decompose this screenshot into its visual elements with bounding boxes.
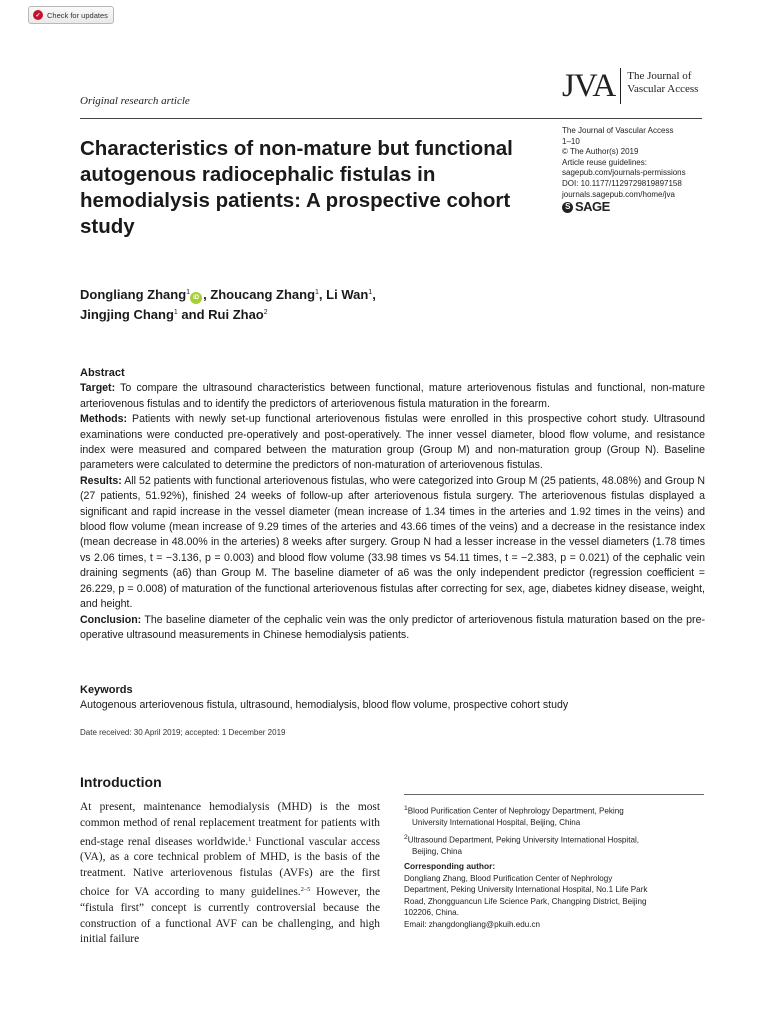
sage-logo — [562, 199, 722, 215]
author-separator: , — [318, 287, 327, 302]
date-received: Date received: 30 April 2019; accepted: 1 December 2019 — [80, 728, 286, 737]
doi-link[interactable]: DOI: 10.1177/1129729819897158 — [562, 178, 682, 188]
methods-text: Patients with newly set-up functional arteriovenous fistulas were enrolled in this prospective cohort study. Ultrasound examinations were conducted pre-operatively and post-operatively. The inner vessel diameter, blood flow volume, and resistance index were measured and compared between the maturation group (Group M) and non-maturation group (Group N). Baseline parameters were calculated to determine the predictors of non-maturation of arteriovenous fistulas. — [80, 413, 705, 472]
affiliation-number: 2 — [404, 833, 408, 841]
author-separator: and — [177, 307, 209, 322]
sage-logo-icon: S — [562, 202, 573, 213]
publisher-name: SAGE — [575, 199, 610, 215]
orcid-icon[interactable]: iD — [190, 292, 202, 304]
keywords-section — [80, 683, 705, 714]
affiliation-number: 1 — [404, 805, 408, 812]
intro-text: However, the “fistula first” concept is currently controversial because the construction of a functional AVF can be challenging, and high initial failure — [80, 885, 381, 946]
journal-home-link[interactable]: journals.sagepub.com/home/jva — [562, 189, 675, 199]
corresponding-author — [404, 861, 704, 931]
author-name[interactable]: Dongliang Zhang — [80, 287, 187, 302]
journal-full-line-1: The Journal of — [627, 70, 692, 82]
affiliation-text: University International Hospital, Beijing, China — [412, 818, 581, 828]
author-separator: , — [203, 287, 211, 302]
affiliation-ref: 1 — [186, 289, 191, 296]
author-name[interactable]: Rui Zhao — [208, 307, 264, 322]
affiliation-text: Beijing, China — [412, 847, 462, 857]
abstract-target — [80, 381, 705, 412]
journal-info — [562, 126, 722, 213]
journal-info-copyright: © The Author(s) 2019 — [562, 147, 639, 157]
corresponding-line: Department, Peking University International Hospital, No.1 Life Park — [404, 885, 648, 895]
affiliation-text: Ultrasound Department, Peking University International Hospital, — [407, 835, 639, 845]
header-divider — [80, 118, 702, 119]
target-text: To compare the ultrasound characteristics between functional, mature arteriovenous fistulas and functional, non-mature arteriovenous fistulas and to identify the predictors of arteriovenous fistula maturation in the forearm. — [80, 382, 705, 410]
conclusion-label: Conclusion: — [80, 613, 142, 626]
introduction-heading: Introduction — [80, 774, 162, 790]
affiliation-ref: 1 — [315, 289, 319, 296]
journal-info-line: The Journal of Vascular Access — [562, 126, 674, 135]
journal-info-line: Article reuse guidelines: — [562, 157, 647, 167]
corresponding-line: Dongliang Zhang, Blood Purification Center of Nephrology — [404, 873, 613, 883]
corresponding-email[interactable]: Email: zhangdongliang@pkuih.edu.cn — [404, 919, 541, 929]
affiliations — [404, 803, 704, 861]
keywords-heading: Keywords — [80, 684, 133, 696]
check-for-updates-label: Check for updates — [47, 10, 108, 20]
journal-info-pages: 1–10 — [562, 136, 580, 146]
citation-ref[interactable]: 2–5 — [300, 885, 311, 893]
affiliation-1 — [404, 803, 704, 829]
abstract-section — [80, 366, 705, 643]
author-name[interactable]: Li Wan — [326, 287, 369, 302]
target-label: Target: — [80, 382, 116, 395]
article-type: Original research article — [80, 95, 190, 107]
conclusion-text: The baseline diameter of the cephalic vein was the only predictor of arteriovenous fistula maturation based on the pre-operative ultrasound measurements in Chinese hemodialysis patients. — [80, 613, 705, 641]
author-name[interactable]: Jingjing Chang — [80, 307, 174, 322]
journal-logo — [562, 68, 707, 108]
journal-abbreviation: JVA — [562, 68, 621, 104]
introduction-body — [80, 800, 380, 948]
abstract-heading: Abstract — [80, 367, 125, 379]
keywords-list: Autogenous arteriovenous fistula, ultrasound, hemodialysis, blood flow volume, prospective cohort study — [80, 699, 569, 712]
author-separator: , — [372, 287, 376, 302]
results-label: Results: — [80, 474, 122, 487]
results-text: All 52 patients with functional arteriovenous fistulas, who were categorized into Group M (25 patients, 48.08%) and Group N (27 patients, 51.92%), finished 24 weeks of follow-up after arteriovenous fistula surgery. The arteriovenous fistulas displayed a significant and rapid increase in the vessel diameter (mean increase of 1.34 times in the arteries and 1.92 times in the veins) and blood flow volume (mean increase of 9.29 times of the arteries and 43.66 times of the veins) and a decrease in the resistance index (mean decrease in 48.00% in the arteries) 8 weeks after surgery. Group N had a lesser increase in the vessel diameters (1.78 times vs 2.06 times, t = −3.136, p = 0.003) and blood flow volume (33.98 times vs 54.11 times, t = −2.383, p = 0.021) of the cephalic vein draining segments (a6) than Group M. The baseline diameter of a6 was the only independent predictor (regression coefficient = 26.229, p = 0.008) of maturation of the functional arteriovenous fistulas after correcting for sex, age, diabetes kidney disease, weight, and height. — [80, 474, 705, 611]
abstract-methods — [80, 412, 705, 474]
corresponding-line: Road, Zhongguancun Life Science Park, Changping District, Beijing — [404, 896, 647, 906]
journal-full-line-2: Vascular Access — [627, 83, 699, 95]
author-name[interactable]: Zhoucang Zhang — [210, 287, 316, 302]
intro-text: Functional vascular access (VA), as a core technical problem of MHD, is the basis of the treatment. Native arteriovenous fistulas (AVFs) are the first choice for VA according to many guidelines. — [80, 835, 380, 898]
corresponding-line: 102206, China. — [404, 908, 459, 918]
crossmark-icon: ✓ — [33, 10, 43, 20]
journal-full-name — [627, 68, 707, 96]
abstract-conclusion — [80, 613, 705, 644]
article-title: Characteristics of non-mature but functional autogenous radiocephalic fistulas in hemodialysis patients: A prospective cohort study — [80, 137, 513, 238]
affiliation-ref: 2 — [263, 309, 268, 316]
intro-text: At present, maintenance hemodialysis (MHD) is the most common method of renal replacement treatment for patients with end-stage renal diseases worldwide. — [80, 801, 380, 848]
corresponding-heading: Corresponding author: — [404, 861, 496, 871]
affiliation-ref: 1 — [173, 309, 178, 316]
methods-label: Methods: — [80, 413, 128, 426]
permissions-link[interactable]: sagepub.com/journals-permissions — [562, 168, 686, 178]
affiliation-text: Blood Purification Center of Nephrology Department, Peking — [407, 806, 624, 816]
citation-ref[interactable]: 1 — [248, 835, 252, 843]
author-list — [80, 284, 540, 324]
abstract-results — [80, 474, 705, 613]
affiliations-divider — [404, 794, 704, 795]
check-for-updates-button[interactable] — [28, 6, 114, 24]
affiliation-2 — [404, 832, 704, 858]
affiliation-ref: 1 — [368, 289, 373, 296]
